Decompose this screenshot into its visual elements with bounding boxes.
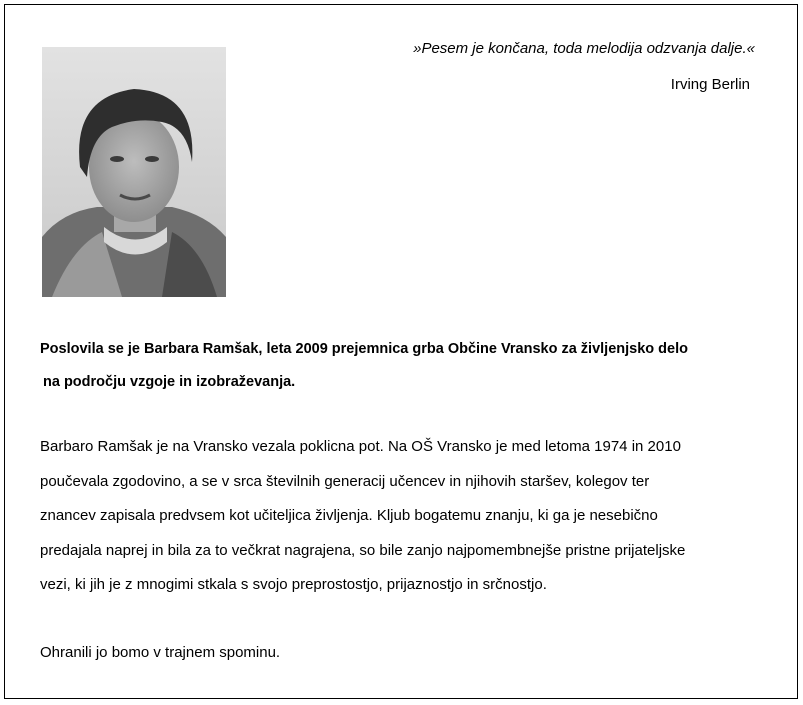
lead-paragraph [40,333,770,399]
closing-line: Ohranili jo bomo v trajnem spominu. [40,644,281,661]
portrait-icon [42,47,226,297]
body-line: Barbaro Ramšak je na Vransko vezala poklicna pot. Na OŠ Vransko je med letoma 1974 in 2010 [40,438,681,455]
body-line: vezi, ki jih je z mnogimi stkala s svojo preprostostjo, prijaznostjo in srčnostjo. [40,576,547,593]
epigraph-author: Irving Berlin [670,76,750,93]
lead-line: Poslovila se je Barbara Ramšak, leta 2009 prejemnica grba Občine Vransko za življenjsko delo [40,341,688,357]
body-paragraph [40,430,780,603]
lead-line: na področju vzgoje in izobraževanja. [43,374,296,390]
epigraph-quote: »Pesem je končana, toda melodija odzvanja dalje.« [413,40,755,57]
body-line: poučevala zgodovino, a se v srca številnih generacij učencev in njihovih staršev, kolegov ter [40,472,650,490]
body-line: znancev zapisala predvsem kot učiteljica življenja. Kljub bogatemu znanju, ki ga je nesebično [40,507,658,524]
portrait-photo [42,47,226,297]
body-line: predajala naprej in bila za to večkrat nagrajena, so bile zanjo najpomembnejše pristne prijateljske [40,541,686,559]
